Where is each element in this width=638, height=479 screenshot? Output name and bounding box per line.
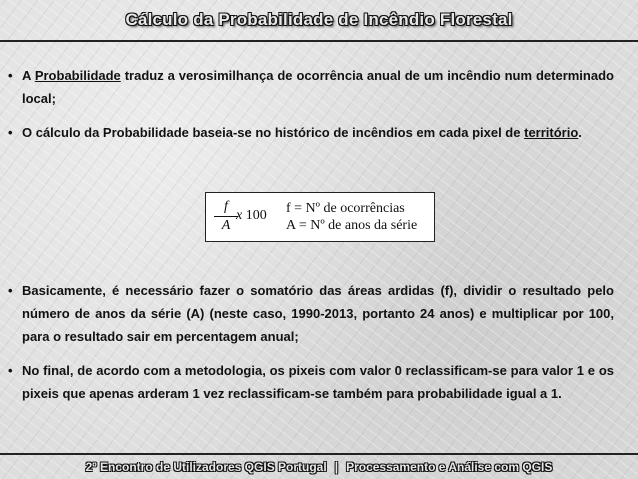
bullet-body: O cálculo da Probabilidade baseia-se no histórico de incêndios em cada pixel de <box>22 125 521 140</box>
formula-definition-a: A = Nº de anos da série <box>286 218 418 233</box>
bullet-emphasis: território <box>524 125 579 140</box>
bullet-method <box>8 279 614 348</box>
bullet-prefix: A <box>22 68 35 83</box>
bullet-emphasis: Probabilidade <box>34 68 121 83</box>
formula-multiplier-value: 100 <box>245 208 267 223</box>
bullet-reclassification <box>8 359 614 405</box>
bullet-suffix: . <box>578 125 582 140</box>
bullet-marker: • <box>8 68 13 83</box>
formula-numerator: f <box>214 199 238 217</box>
formula-definitions <box>286 200 417 234</box>
footer-divider <box>0 453 638 455</box>
bullet-probability-definition <box>8 64 614 110</box>
bullet-calculation-basis <box>8 121 614 144</box>
formula-multiplier <box>236 208 267 224</box>
slide-title: Cálculo da Probabilidade de Incêndio Florestal <box>125 10 513 29</box>
bullet-text <box>22 64 614 110</box>
formula-denominator: A <box>221 218 231 233</box>
bullet-marker: • <box>8 283 13 298</box>
bullet-text: Basicamente, é necessário fazer o somatório das áreas ardidas (f), dividir o resultado pelo número de anos da série (A) (neste caso, 1990-2013, portanto 24 anos) e multiplicar por 100, para o resultado sair em percentagem anual; <box>22 283 614 344</box>
footer-event: 2º Encontro de Utilizadores QGIS Portugal <box>85 460 327 474</box>
bullet-body: traduz a verosimilhança de ocorrência anual de um incêndio num determinado local; <box>22 68 614 106</box>
formula-operator: x <box>236 208 243 223</box>
formula-definition-f: f = Nº de ocorrências <box>286 201 405 216</box>
slide-footer <box>0 460 638 474</box>
footer-session: Processamento e Análise com QGIS <box>346 460 553 474</box>
formula-box <box>205 192 435 242</box>
formula-fraction <box>214 199 238 234</box>
bullet-text <box>22 121 614 144</box>
bullet-marker: • <box>8 363 13 378</box>
title-divider <box>0 40 638 42</box>
bullet-text: No final, de acordo com a metodologia, os pixeis com valor 0 reclassificam-se para valor 1 e os pixeis que apenas arderam 1 vez reclassificam-se também para probabilidade igual a 1. <box>22 363 614 401</box>
bullet-marker: • <box>8 125 13 140</box>
footer-separator: | <box>334 460 339 474</box>
